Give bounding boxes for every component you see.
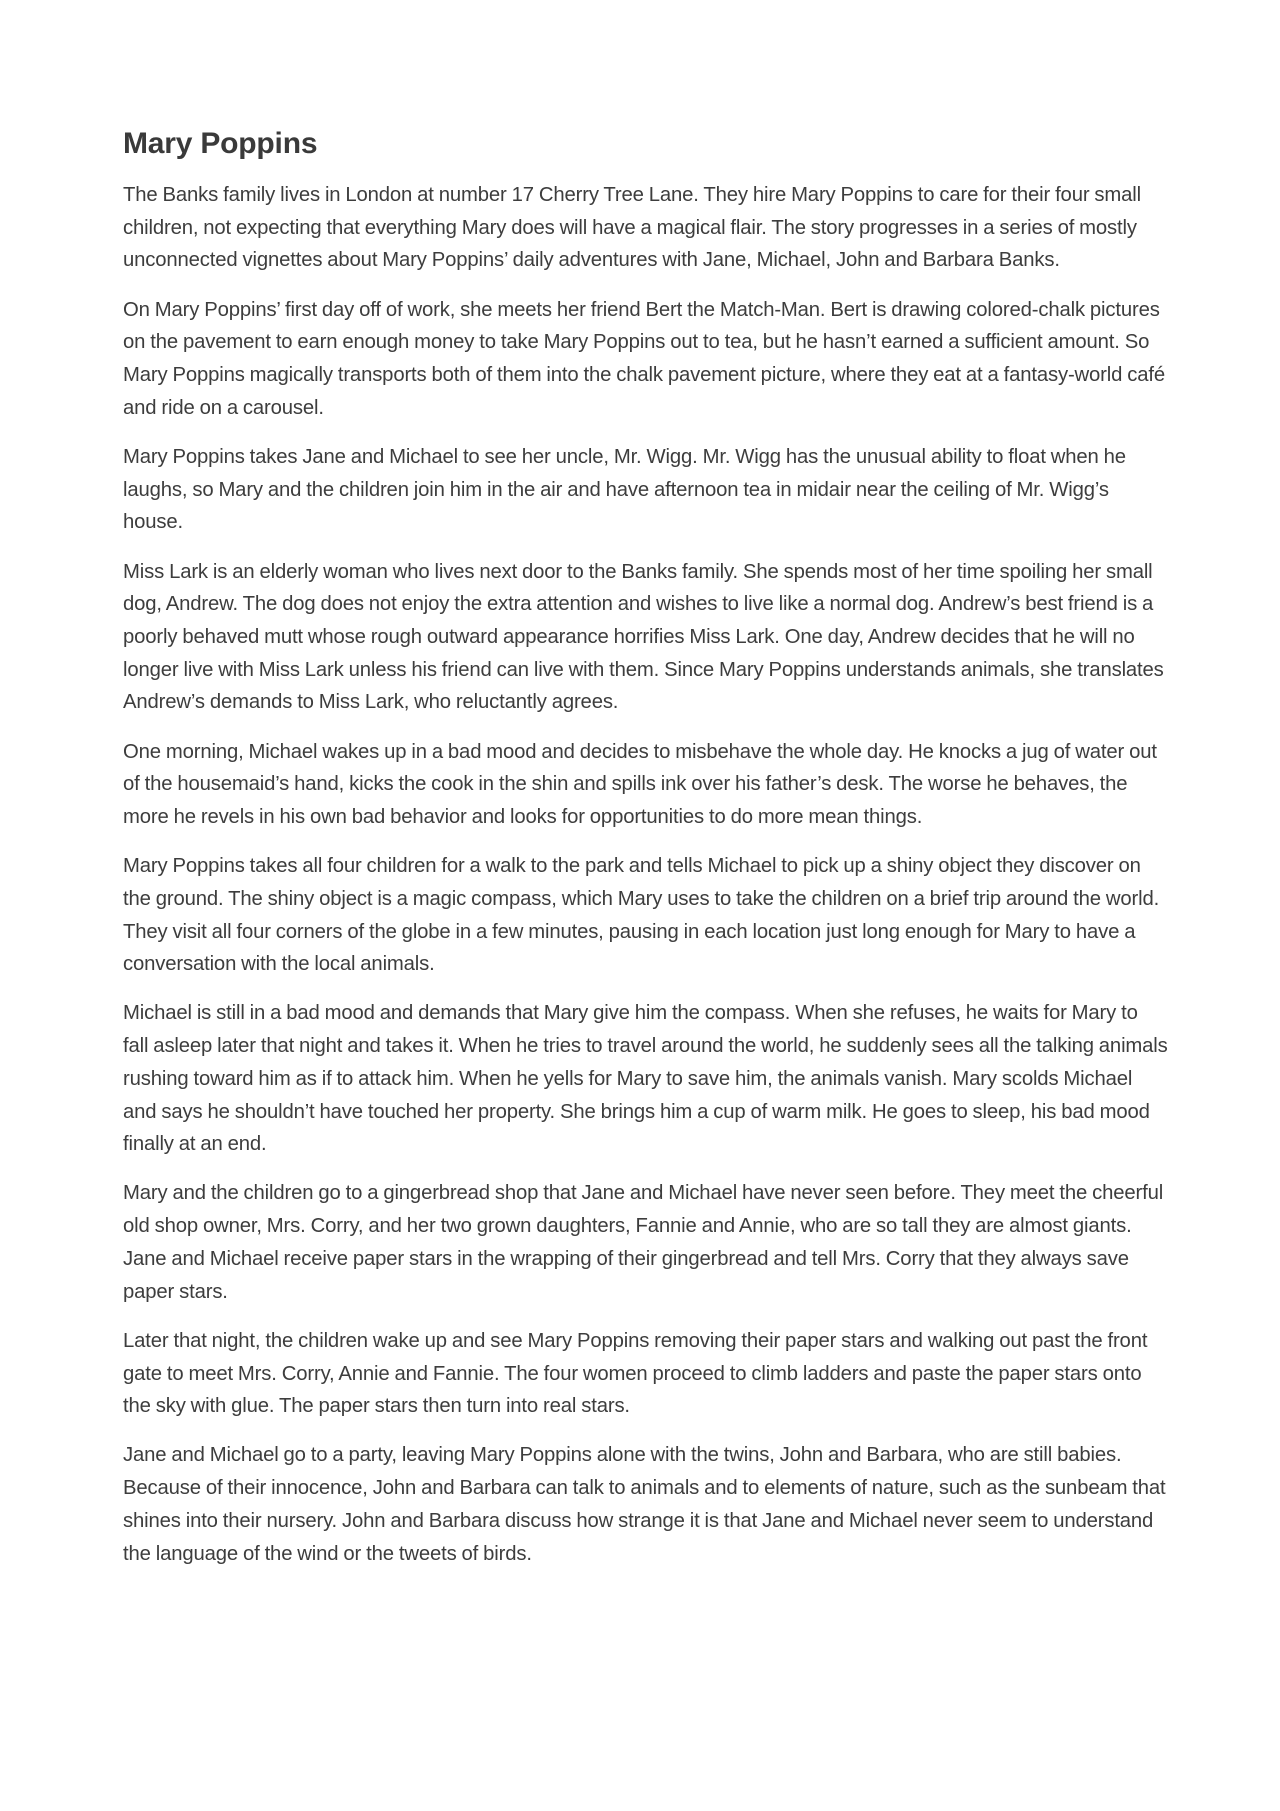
paragraph-7: Michael is still in a bad mood and demands that Mary give him the compass. When she refuses, he waits for Mary to fall asleep later that night and takes it. When he tries to travel around the world, he suddenly sees all the talking animals rushing toward him as if to attack him. When he yells for Mary to save him, the animals vanish. Mary scolds Michael and says he shouldn’t have touched her property. She brings him a cup of warm milk. He goes to sleep, his bad mood finally at an end. [123, 1002, 1168, 1156]
paragraph-5: One morning, Michael wakes up in a bad mood and decides to misbehave the whole day. He knocks a jug of water out of the housemaid’s hand, kicks the cook in the shin and spills ink over his father’s desk. The worse he behaves, the more he revels in his own bad behavior and looks for opportunities to do more mean things. [123, 740, 1157, 828]
paragraph-1: The Banks family lives in London at number 17 Cherry Tree Lane. They hire Mary Poppins to care for their four small children, not expecting that everything Mary does will have a magical flair. The story progresses in a series of mostly unconnected vignettes about Mary Poppins’ daily adventures with Jane, Michael, John and Barbara Banks. [123, 184, 1141, 272]
paragraph-10: Jane and Michael go to a party, leaving Mary Poppins alone with the twins, John and Barbara, who are still babies. Because of their innocence, John and Barbara can talk to animals and to elements of nature, such as the sunbeam that shines into their nursery. John and Barbara discuss how strange it is that Jane and Michael never seem to understand the language of the wind or the tweets of birds. [123, 1444, 1166, 1565]
paragraph-3: Mary Poppins takes Jane and Michael to see her uncle, Mr. Wigg. Mr. Wigg has the unusual ability to float when he laughs, so Mary and the children join him in the air and have afternoon tea in midair near the ceiling of Mr. Wigg’s house. [123, 445, 1126, 534]
document-title: Mary Poppins [123, 127, 318, 160]
paragraph-2: On Mary Poppins’ first day off of work, she meets her friend Bert the Match-Man. Bert is drawing colored-chalk pictures on the pavement to earn enough money to take Mary Poppins out to tea, but he hasn’t earned a sufficient amount. So Mary Poppins magically transports both of them into the chalk pavement picture, where they eat at a fantasy-world café and ride on a carousel. [123, 298, 1165, 419]
paragraph-4: Miss Lark is an elderly woman who lives next door to the Banks family. She spends most of her time spoiling her small dog, Andrew. The dog does not enjoy the extra attention and wishes to live like a normal dog. Andrew’s best friend is a poorly behaved mutt whose rough outward appearance horrifies Miss Lark. One day, Andrew decides that he will no longer live with Miss Lark unless his friend can live with them. Since Mary Poppins understands animals, she translates Andrew’s demands to Miss Lark, who reluctantly agrees. [123, 560, 1164, 714]
document-page [123, 126, 1168, 1587]
paragraph-9: Later that night, the children wake up and see Mary Poppins removing their paper stars and walking out past the front gate to meet Mrs. Corry, Annie and Fannie. The four women proceed to climb ladders and paste the paper stars onto the sky with glue. The paper stars then turn into real stars. [123, 1329, 1148, 1418]
paragraph-6: Mary Poppins takes all four children for a walk to the park and tells Michael to pick up a shiny object they discover on the ground. The shiny object is a magic compass, which Mary uses to take the children on a brief trip around the world. They visit all four corners of the globe in a few minutes, pausing in each location just long enough for Mary to have a conversation with the local animals. [123, 855, 1160, 976]
paragraph-8: Mary and the children go to a gingerbread shop that Jane and Michael have never seen before. They meet the cheerful old shop owner, Mrs. Corry, and her two grown daughters, Fannie and Annie, who are so tall they are almost giants. Jane and Michael receive paper stars in the wrapping of their gingerbread and tell Mrs. Corry that they always save paper stars. [123, 1182, 1164, 1303]
